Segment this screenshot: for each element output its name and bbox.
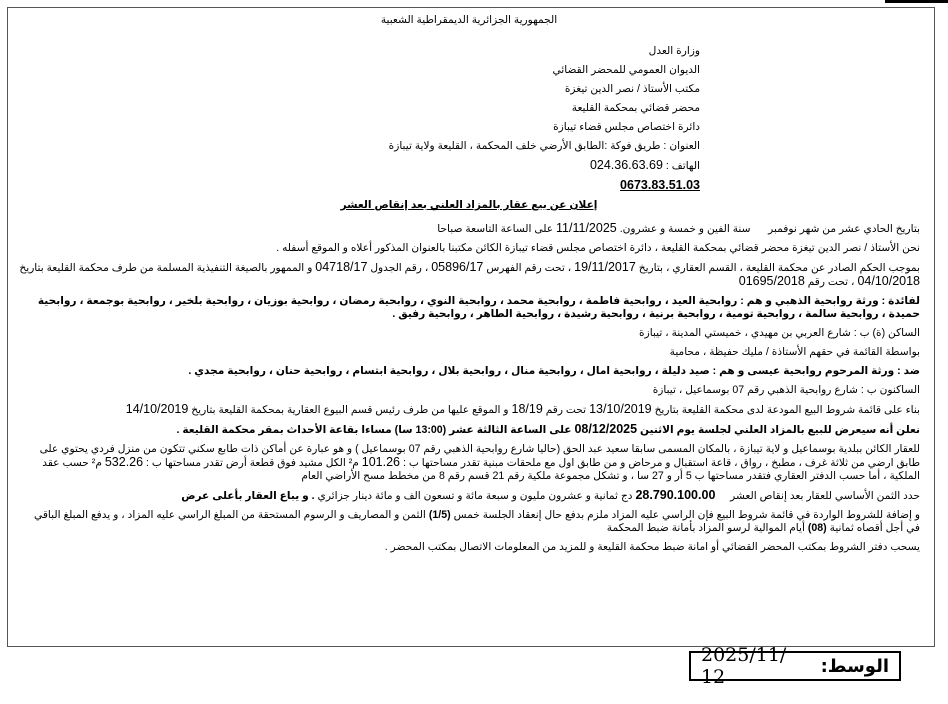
notice-document [18, 14, 920, 560]
notice-title: إعلان عن بيع عقار بالمزاد العلني بعد إنقاص العشر [340, 199, 598, 211]
header-line-phone [18, 159, 920, 173]
auction-time: (13:00 سا) [394, 424, 447, 436]
announcement-text-3: مساءا بقاعة الأحداث بمقر محكمة القليعة . [176, 424, 392, 436]
base-price: 28.790.100.00 [635, 488, 716, 502]
judgment-text-3: ، رقم الجدول [370, 262, 429, 274]
payment-fraction: (1/5) [428, 509, 451, 521]
price-text-2: دج ثمانية و عشرون مليون و سبعة مائة و تسعون الف و مائة دينار جزائري [317, 490, 633, 502]
phone-label: الهاتف : [665, 160, 700, 172]
price-paragraph [18, 489, 920, 503]
newspaper-name: الوسط: [820, 655, 889, 677]
property-text-1: للعقار الكائن ببلدية بوسماعيل و لاية تيبازة ، بالمكان المسمى سابقا سعيد عبد الحق (حاليا شارع روابحية الذهبي رقم 07 بوسماعيل ) و هو عبارة عن أماكن ذات طابع سكني تتكون من منزل فردي يحتوي على طابق ارضي من ثلاثة غرف ، مطبخ ، رواق ، قاعة استقبال و مرحاض و من طابق اول مع ملحقات مبنية تقدر مساحتها ب : [39, 443, 920, 469]
republic-heading: الجمهورية الجزائرية الديمقراطية الشعبية [380, 14, 558, 26]
header-line-jurisdiction: دائرة اختصاص مجلس قضاء تيبازة [553, 121, 700, 133]
price-text-1: حدد الثمن الأساسي للعقار بعد إنقاص العشر [730, 490, 920, 502]
mobile-number: 0673.83.51.03 [620, 178, 700, 192]
judgment-text-2: ، تحت رقم الفهرس [486, 262, 572, 274]
newspaper-signature-box [689, 644, 901, 688]
announcement-text-1: نعلن أنه سيعرض للبيع بالمزاد العلني لجلسة يوم الاثنين [640, 424, 920, 436]
roll-number: 04718/17 [315, 260, 368, 274]
date-line-date: 11/11/2025 [556, 221, 617, 235]
payment-terms [18, 509, 920, 535]
header-line-address: العنوان : طريق فوكة :الطابق الأرضي خلف المحكمة ، القليعة ولاية تيبازة [388, 140, 700, 152]
property-text-3: م² حسب عقد الملكية ، أما حسب الدفتر العقاري فتقدر مساحتها ب 5 أر و 27 سا ، و تشكل مجموعة ملكية رقم 21 قسم رقم 8 من مخطط مسح الأراضي العام [42, 457, 920, 482]
closing-line: يسحب دفتر الشروط بمكتب المحضر القضائي أو امانة ضبط محكمة القليعة و للمزيد من المعلومات الاتصال بمكتب المحضر . [384, 541, 920, 553]
conditions-text-3: و الموقع عليها من طرف رئيس قسم البيوع العقارية بمحكمة القليعة بتاريخ [191, 404, 509, 416]
publication-date: 2025/11/ 12 [701, 644, 787, 688]
payment-days: (08) [807, 522, 827, 534]
index-number: 05896/17 [431, 260, 484, 274]
date-line-prefix: بتاريخ الحادي عشر من شهر نوفمبر [768, 223, 920, 235]
date-line-year: سنة الفين و خمسة و عشرون. [619, 223, 751, 235]
date-line [18, 222, 920, 236]
intro-paragraph: نحن الأستاذ / نصر الدين تيغزة محضر قضائي بمحكمة القليعة ، دائرة اختصاص مجلس قضاء تيبازة الكائن مكتبنا بالعنوان المذكور أعلاه و الموقع أسفله . [276, 242, 920, 254]
header-line-ministry: وزارة العدل [648, 45, 700, 57]
conditions-sign-date: 14/10/2019 [125, 402, 189, 416]
conditions-text-1: بناء على قائمة شروط البيع المودعة لدى محكمة القليعة بتاريخ [654, 404, 920, 416]
date-line-suffix: على الساعة التاسعة صباحا [437, 223, 554, 235]
header-line-court: محضر قضائي بمحكمة القليعة [571, 102, 700, 114]
judgment-paragraph [18, 261, 920, 289]
judgment-text-1: بموجب الحكم الصادر عن محكمة القليعة ، القسم العقاري ، بتاريخ [638, 262, 920, 274]
price-text-3: . و يباع العقار بأعلى عرض [181, 490, 315, 502]
header-line-bailiff-name: مكتب الأستاذ / نصر الدين تيغزة [564, 83, 700, 95]
conditions-text-2: تحت رقم [545, 404, 587, 416]
defendants-paragraph: ضد : ورثة المرحوم روابحية عيسى و هم : صيد دليلة ، روابحية امال ، روابحية منال ، روابحية بلال ، روابحية ابتسام ، روابحية حنان ، روابحية مجدي . [188, 365, 920, 377]
property-description [18, 443, 920, 483]
executory-number: 01695/2018 [738, 274, 805, 288]
land-area: 532.26 [104, 455, 144, 469]
built-area: 101.26 [361, 455, 401, 469]
phone-number: 024.36.63.69 [589, 158, 663, 172]
defendants-residence: الساكنون ب : شارع روابحية الذهبي رقم 07 بوسماعيل ، تيبازة [652, 384, 920, 396]
payment-text-2: الثمن و المصاريف و الرسوم المستحقة من المبلغ الراسي عليه المزاد ، و يدفع المبلغ الباقي في أجل أقصاه ثمانية [34, 509, 920, 534]
header-line-office: الديوان العمومي للمحضر القضائي [552, 64, 700, 76]
header-line-mobile [18, 179, 920, 193]
judgment-text-4: و الممهور بالصيغة التنفيذية المسلمة من طرف محكمة القليعة بتاريخ [19, 262, 313, 274]
conditions-number: 18/19 [511, 402, 543, 416]
announcement-text-2: على الساعة الثالثة عشر [449, 424, 572, 436]
executory-date: 04/10/2018 [857, 274, 920, 288]
auction-date: 08/12/2025 [574, 422, 638, 436]
payment-text-3: أيام الموالية لرسو المزاد بأمانة ضبط المحكمة [606, 522, 805, 534]
judgment-date: 19/11/2017 [574, 260, 636, 274]
conditions-paragraph [18, 403, 920, 417]
payment-text-1: و إضافة للشروط الواردة في قائمة شروط البيع فإن الراسي عليه المزاد ملزم بدفع حال إنعقاد الجلسة خمس [453, 509, 920, 521]
judgment-text-5: ، تحت رقم [807, 276, 855, 288]
lawyer-line: بواسطة القائمة في حقهم الأستاذة / مليك حفيظة ، محامية [669, 346, 920, 358]
conditions-date: 13/10/2019 [589, 402, 652, 416]
beneficiaries-residence: الساكن (ة) ب : شارع العربي بن مهيدي ، خميستي المدينة ، تيبازة [639, 327, 920, 339]
property-text-2: م² الكل مشيد فوق قطعة أرض تقدر مساحتها ب : [146, 457, 359, 469]
top-rule [885, 0, 948, 3]
beneficiaries-paragraph: لفائدة : ورثة روابحية الذهبي و هم : روابحية العيد ، روابحية فاطمة ، روابحية محمد ، روابحية النوي ، روابحية رمضان ، روابحية بوزيان ، روابحية بلخير ، روابحية بوجمعة ، روابحية حميدة ، روابحية سالمة ، روابحية تومية ، روابحية برنية ، روابحية رشيدة ، روابحية الطاهر ، روابحية رفيق . [37, 295, 920, 320]
auction-announcement [18, 423, 920, 437]
office-header [18, 45, 920, 193]
